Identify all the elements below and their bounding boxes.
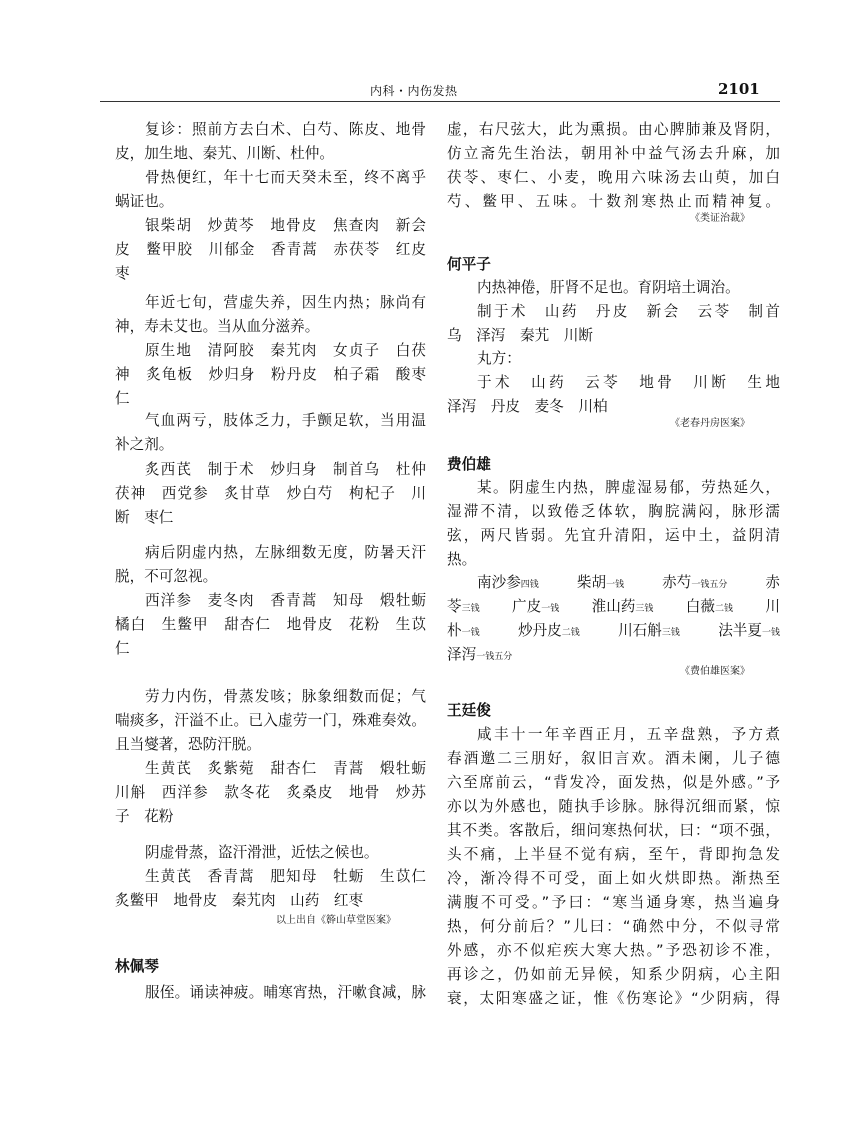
heading-block: [115, 955, 426, 979]
herbs-block: [115, 589, 426, 661]
prescription-line: 茯神 西党参 炙甘草 炒白芍 枸杞子 川: [115, 485, 426, 502]
herbs-block: [115, 865, 426, 913]
source-block: [447, 664, 780, 680]
text-line: 衰，太阳寒盛之证，惟《伤寒论》“少阴病，得: [447, 990, 780, 1007]
prescription-line: 银柴胡 炒黄芩 地骨皮 焦查肉 新会: [145, 217, 426, 234]
prescription-line: 神 炙龟板 炒归身 粉丹皮 柏子霜 酸枣: [115, 366, 426, 383]
source-citation: 《费伯雄医案》: [680, 666, 750, 677]
herb-name: 法半夏: [718, 622, 762, 639]
herbs-block: [447, 300, 780, 348]
prescription-line: 皮 鳖甲胶 川郁金 香青蒿 赤茯苓 红皮: [115, 241, 426, 258]
prescription-line: 于术 山药 云苓 地骨 川断 生地: [477, 374, 780, 391]
text-line: 亦以为外感也，随执手诊脉。脉得沉细而紧，惊: [447, 798, 780, 815]
text-line: 热，何分前后？”儿曰：“确然中分，不似寻常: [447, 918, 780, 935]
herb-name: 白薇: [685, 598, 715, 615]
para-block: [115, 166, 426, 214]
herb-name: 川: [765, 598, 780, 615]
herb-dose: 一钱: [541, 604, 560, 614]
herb-dose: 三钱: [635, 604, 654, 614]
herb-item: [662, 571, 727, 595]
text-line: 热。: [447, 551, 477, 568]
text-line: 年近七旬，营虚失养，因生内热；脉尚有: [145, 294, 426, 311]
herb-name: 南沙参: [477, 574, 521, 591]
herb-name: 泽泻: [447, 646, 477, 663]
herbs-block: [115, 458, 426, 530]
herb-item: [447, 619, 480, 643]
doses-block: [447, 571, 780, 667]
text-line: 神，寿未艾也。当从血分滋养。: [115, 318, 320, 335]
prescription-line: 仁: [115, 390, 130, 407]
para-block: [115, 541, 426, 589]
source-block: [115, 913, 426, 929]
para-block: [447, 476, 780, 572]
text-line: 内热神倦，肝肾不足也。育阴培土调治。: [477, 279, 740, 296]
prescription-line: 制于术 山药 丹皮 新会 云苓 制首: [477, 303, 780, 320]
text-line: 劳力内伤，骨蒸发咳；脉象细数而促；气: [145, 688, 426, 705]
text-line: 皮，加生地、秦艽、川断、杜仲。: [115, 145, 334, 162]
para-block: [115, 291, 426, 339]
prescription-line: 乌 泽泻 秦艽 川断: [447, 327, 593, 344]
text-line: 其不类。客散后，细问寒热何状，曰：“项不强，: [447, 822, 780, 839]
prescription-line: 仁: [115, 640, 130, 657]
running-header-title: 内科・内伤发热: [370, 84, 458, 98]
source-citation: 《老春丹房医案》: [670, 418, 750, 429]
herb-name: 炒丹皮: [517, 622, 562, 639]
text-line: 脱，不可忽视。: [115, 568, 218, 585]
para-block: [447, 118, 780, 214]
herb-item: [765, 571, 780, 595]
para-block: [115, 841, 426, 865]
text-line: 再诊之，仍如前无异候，知系少阴病，心主阳: [447, 966, 780, 983]
herb-name: 柴胡: [576, 574, 607, 591]
herb-item: [447, 595, 480, 619]
herb-dose: 一钱: [461, 628, 480, 638]
prescription-line: [447, 619, 780, 643]
page-number: 2101: [718, 80, 760, 98]
text-line: 春酒邀二三朋好，叙旧言欢。酒未阑，儿子德: [447, 750, 780, 767]
text-line: 喘痰多，汗溢不止。已入虚劳一门，殊难奏效。: [115, 712, 426, 729]
text-line: 外感，亦不似疟疾大寒大热。”予恐初诊不准，: [447, 942, 780, 959]
text-line: 弦，两尺皆弱。先宜升清阳，运中土，益阴清: [447, 527, 780, 544]
herb-name: 川石斛: [618, 622, 662, 639]
herb-name: 赤: [765, 574, 780, 591]
source-block: [447, 416, 780, 432]
text-line: 满腹不可受。”予曰：“寒当通身寒，热当遍身: [447, 894, 780, 911]
herb-dose: 二钱: [714, 604, 733, 614]
herb-name: 朴: [447, 622, 462, 639]
text-line: 咸丰十一年辛酉正月，五辛盘熟，予方煮: [477, 726, 780, 743]
herb-name: 广皮: [512, 598, 542, 615]
section-heading: 费伯雄: [447, 456, 491, 473]
text-line: 服侄。诵读神疲。晡寒宵热，汗嗽食减，脉: [145, 984, 426, 1001]
herb-dose: 一钱五分: [476, 652, 513, 662]
para-block: [115, 981, 426, 1005]
source-citation: 以上出自《簳山草堂医案》: [276, 915, 396, 926]
heading-block: [447, 253, 780, 277]
text-line: 六至席前云，“背发冷，面发热，似是外感。”予: [447, 774, 780, 791]
herb-item: [718, 619, 780, 643]
text-line: 且当燮著，恐防汗脱。: [115, 736, 261, 753]
text-line: 某。阴虚生内热，脾虚湿易郁，劳热延久，: [477, 479, 780, 496]
herb-item: [477, 571, 539, 595]
para-block: [447, 347, 780, 371]
herb-name: 淮山药: [591, 598, 636, 615]
herb-item: [618, 619, 680, 643]
prescription-line: 川斛 西洋参 款冬花 炙桑皮 地骨 炒苏: [115, 784, 426, 801]
text-line: 阴虚骨蒸，盗汗滑泄，近怯之候也。: [145, 844, 379, 861]
text-line: 骨热便红，年十七而天癸未至，终不离乎: [145, 169, 426, 186]
herb-dose: 三钱: [661, 628, 680, 638]
prescription-line: 枣: [115, 265, 130, 282]
heading-block: [447, 453, 780, 477]
herbs-block: [115, 757, 426, 829]
herbs-block: [115, 339, 426, 411]
source-block: [447, 211, 780, 227]
text-line: 头不痛，上半昼不觉有病，至午，背即拘急发: [447, 846, 780, 863]
prescription-line: [447, 595, 780, 619]
herb-item: [765, 595, 780, 619]
heading-block: [447, 699, 780, 723]
source-citation: 《类证治裁》: [690, 213, 750, 224]
herb-dose: 一钱五分: [691, 580, 728, 590]
left-column: [115, 0, 426, 1122]
prescription-line: 橘白 生鳖甲 甜杏仁 地骨皮 花粉 生苡: [115, 616, 426, 633]
text-line: 病后阴虚内热，左脉细数无度，防暑天汗: [145, 544, 426, 561]
herb-dose: 一钱: [606, 580, 625, 590]
herb-item: [686, 595, 733, 619]
herb-name: 赤芍: [662, 574, 692, 591]
para-block: [115, 685, 426, 757]
text-line: 蜗证也。: [115, 193, 174, 210]
text-line: 茯苓、枣仁、小麦，晚用六味汤去山萸，加白: [447, 169, 780, 186]
prescription-line: 泽泻 丹皮 麦冬 川柏: [447, 398, 608, 415]
herb-dose: 四钱: [520, 580, 539, 590]
right-column: [447, 0, 780, 1122]
prescription-line: 断 枣仁: [115, 509, 174, 526]
text-line: 芍、鳖甲、五味。十数剂寒热止而精神复。: [447, 193, 780, 210]
herb-dose: 三钱: [461, 604, 480, 614]
herb-item: [512, 595, 559, 619]
section-heading: 王廷俊: [447, 702, 491, 719]
herb-item: [577, 571, 624, 595]
text-line: 虚，右尺弦大，此为熏损。由心脾肺兼及肾阴，: [447, 121, 780, 138]
para-block: [447, 276, 780, 300]
herbs-block: [115, 214, 426, 286]
herb-name: 苓: [447, 598, 462, 615]
prescription-line: 生黄芪 香青蒿 肥知母 牡蛎 生苡仁: [145, 868, 426, 885]
herb-dose: 二钱: [561, 628, 580, 638]
prescription-line: 原生地 清阿胶 秦艽肉 女贞子 白茯: [145, 342, 426, 359]
prescription-line: [447, 571, 780, 595]
prescription-line: 炙西芪 制于术 炒归身 制首乌 杜仲: [145, 461, 426, 478]
prescription-line: 西洋参 麦冬肉 香青蒿 知母 煅牡蛎: [145, 592, 426, 609]
para-block: [115, 409, 426, 457]
herb-item: [592, 595, 654, 619]
text-line: 复诊：照前方去白术、白芍、陈皮、地骨: [145, 121, 426, 138]
para-block: [447, 723, 780, 1011]
para-block: [115, 118, 426, 166]
text-line: 补之剂。: [115, 436, 174, 453]
text-line: 冷，渐冷得不可受，面上如火烘即热。渐热至: [447, 870, 780, 887]
text-line: 湿滞不清，以致倦乏体软，胸脘满闷，脉形濡: [447, 503, 780, 520]
prescription-line: 子 花粉: [115, 808, 174, 825]
herbs-block: [447, 371, 780, 419]
text-line: 丸方：: [477, 350, 521, 367]
herb-item: [518, 619, 580, 643]
section-heading: 林佩琴: [115, 958, 159, 975]
prescription-line: 炙鳖甲 地骨皮 秦艽肉 山药 红枣: [115, 892, 364, 909]
prescription-line: 生黄芪 炙紫菀 甜杏仁 青蒿 煅牡蛎: [145, 760, 426, 777]
section-heading: 何平子: [447, 256, 491, 273]
herb-dose: 一钱: [761, 628, 780, 638]
text-line: 气血两亏，肢体乏力，手颤足软，当用温: [145, 412, 426, 429]
text-line: 仿立斋先生治法，朝用补中益气汤去升麻，加: [447, 145, 780, 162]
